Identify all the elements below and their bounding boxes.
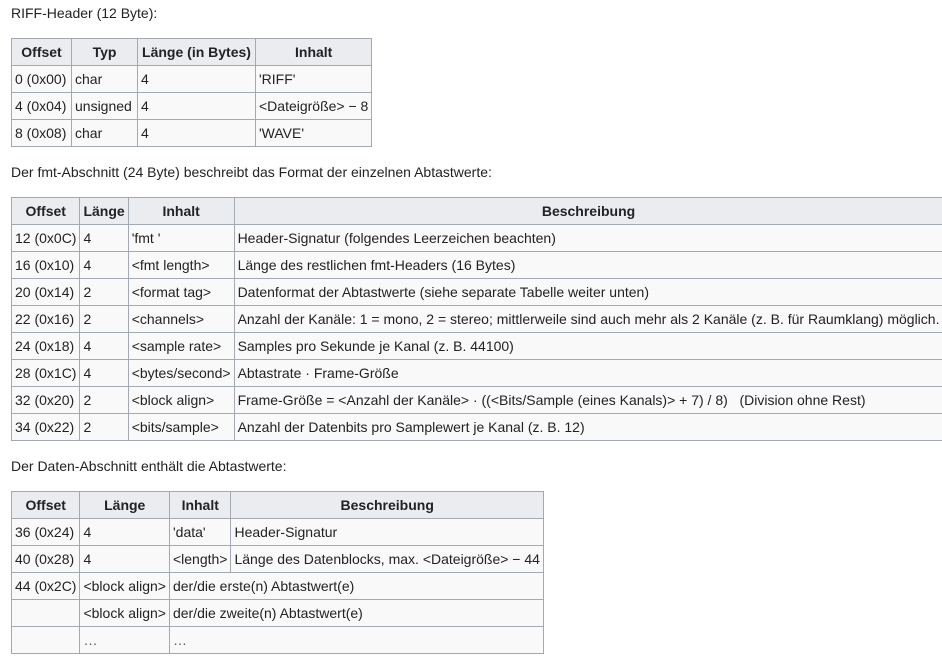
column-header-length: Länge (in Bytes) xyxy=(138,39,256,66)
data-section-table xyxy=(11,491,544,654)
offset-cell: 44 (0x2C) xyxy=(12,573,80,600)
length-cell: 4 xyxy=(138,66,256,93)
content-cell: <Dateigröße> − 8 xyxy=(256,93,372,120)
column-header-offset: Offset xyxy=(12,198,80,225)
length-cell: 4 xyxy=(80,333,128,360)
fmt-section-table xyxy=(11,197,942,441)
description-cell: Header-Signatur xyxy=(231,519,543,546)
column-header-type: Typ xyxy=(72,39,138,66)
content-cell: <format tag> xyxy=(128,279,234,306)
table-row xyxy=(12,306,942,333)
length-cell: 4 xyxy=(80,519,170,546)
column-header-content: Inhalt xyxy=(128,198,234,225)
table-row xyxy=(12,120,372,147)
column-header-offset: Offset xyxy=(12,492,80,519)
length-cell: <block align> xyxy=(80,573,170,600)
length-cell: 4 xyxy=(138,120,256,147)
table-header-row xyxy=(12,492,544,519)
table-row xyxy=(12,333,942,360)
table-row xyxy=(12,519,544,546)
offset-cell: 24 (0x18) xyxy=(12,333,80,360)
content-cell: <length> xyxy=(169,546,231,573)
column-header-description: Beschreibung xyxy=(231,492,543,519)
offset-cell: 36 (0x24) xyxy=(12,519,80,546)
data-section-intro: Der Daten-Abschnitt enthält die Abtastwerte: xyxy=(11,458,287,474)
column-header-content: Inhalt xyxy=(169,492,231,519)
description-cell: Anzahl der Kanäle: 1 = mono, 2 = stereo; mittlerweile sind auch mehr als 2 Kanäle (z. B. für Raumklang) möglich. xyxy=(234,306,942,333)
table-row xyxy=(12,627,544,654)
offset-cell: 34 (0x22) xyxy=(12,414,80,441)
type-cell: char xyxy=(72,66,138,93)
description-cell: Datenformat der Abtastwerte (siehe separate Tabelle weiter unten) xyxy=(234,279,942,306)
table-row xyxy=(12,225,942,252)
content-cell: <block align> xyxy=(128,387,234,414)
content-cell: 'data' xyxy=(169,519,231,546)
sample-description-cell: … xyxy=(169,627,543,654)
content-cell: 'fmt ' xyxy=(128,225,234,252)
offset-cell xyxy=(12,600,80,627)
column-header-offset: Offset xyxy=(12,39,72,66)
content-cell: <fmt length> xyxy=(128,252,234,279)
offset-cell: 16 (0x10) xyxy=(12,252,80,279)
length-cell: <block align> xyxy=(80,600,170,627)
length-cell: 2 xyxy=(80,387,128,414)
sample-description-cell: der/die erste(n) Abtastwert(e) xyxy=(169,573,543,600)
table-row xyxy=(12,414,942,441)
column-header-content: Inhalt xyxy=(256,39,372,66)
offset-cell: 22 (0x16) xyxy=(12,306,80,333)
fmt-section-intro: Der fmt-Abschnitt (24 Byte) beschreibt das Format der einzelnen Abtastwerte: xyxy=(11,164,492,180)
offset-cell: 12 (0x0C) xyxy=(12,225,80,252)
riff-header-table xyxy=(11,38,372,147)
type-cell: char xyxy=(72,120,138,147)
type-cell: unsigned xyxy=(72,93,138,120)
column-header-description: Beschreibung xyxy=(234,198,942,225)
table-row xyxy=(12,600,544,627)
description-cell: Abtastrate · Frame-Größe xyxy=(234,360,942,387)
column-header-length: Länge xyxy=(80,198,128,225)
sample-description-cell: der/die zweite(n) Abtastwert(e) xyxy=(169,600,543,627)
offset-cell: 4 (0x04) xyxy=(12,93,72,120)
description-cell: Länge des restlichen fmt-Headers (16 Bytes) xyxy=(234,252,942,279)
length-cell: 4 xyxy=(80,546,170,573)
offset-cell: 8 (0x08) xyxy=(12,120,72,147)
description-cell: Länge des Datenblocks, max. <Dateigröße> − 44 xyxy=(231,546,543,573)
table-row xyxy=(12,252,942,279)
length-cell: … xyxy=(80,627,170,654)
offset-cell: 0 (0x00) xyxy=(12,66,72,93)
content-cell: <channels> xyxy=(128,306,234,333)
description-cell: Header-Signatur (folgendes Leerzeichen beachten) xyxy=(234,225,942,252)
length-cell: 4 xyxy=(80,360,128,387)
offset-cell: 32 (0x20) xyxy=(12,387,80,414)
length-cell: 4 xyxy=(138,93,256,120)
content-cell: <sample rate> xyxy=(128,333,234,360)
table-row xyxy=(12,93,372,120)
offset-cell xyxy=(12,627,80,654)
table-row xyxy=(12,573,544,600)
length-cell: 4 xyxy=(80,252,128,279)
content-cell: <bytes/second> xyxy=(128,360,234,387)
offset-cell: 40 (0x28) xyxy=(12,546,80,573)
content-cell: <bits/sample> xyxy=(128,414,234,441)
column-header-length: Länge xyxy=(80,492,170,519)
table-header-row xyxy=(12,198,942,225)
offset-cell: 28 (0x1C) xyxy=(12,360,80,387)
table-row xyxy=(12,360,942,387)
description-cell: Anzahl der Datenbits pro Samplewert je Kanal (z. B. 12) xyxy=(234,414,942,441)
length-cell: 2 xyxy=(80,306,128,333)
table-row xyxy=(12,387,942,414)
table-row xyxy=(12,279,942,306)
length-cell: 4 xyxy=(80,225,128,252)
length-cell: 2 xyxy=(80,279,128,306)
table-header-row xyxy=(12,39,372,66)
length-cell: 2 xyxy=(80,414,128,441)
description-cell: Frame-Größe = <Anzahl der Kanäle> · ((<Bits/Sample (eines Kanals)> + 7) / 8) (Division ohne Rest) xyxy=(234,387,942,414)
content-cell: 'RIFF' xyxy=(256,66,372,93)
description-cell: Samples pro Sekunde je Kanal (z. B. 44100) xyxy=(234,333,942,360)
riff-header-intro: RIFF-Header (12 Byte): xyxy=(11,5,158,21)
offset-cell: 20 (0x14) xyxy=(12,279,80,306)
table-row xyxy=(12,66,372,93)
content-cell: 'WAVE' xyxy=(256,120,372,147)
table-row xyxy=(12,546,544,573)
